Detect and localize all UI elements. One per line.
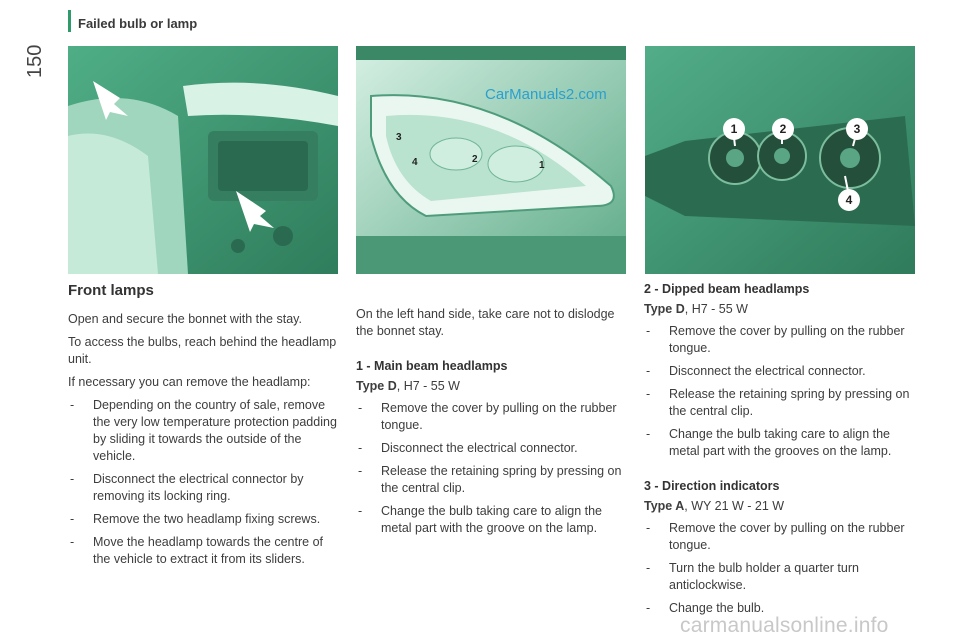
engine-bay-illustration bbox=[68, 46, 338, 274]
callout-circle-4: 4 bbox=[838, 189, 860, 211]
front-lamps-column bbox=[68, 282, 340, 574]
list-item: - Remove the two headlamp fixing screws. bbox=[68, 511, 340, 528]
callout-1: 1 bbox=[539, 160, 545, 171]
callout-circle-2: 2 bbox=[772, 118, 794, 140]
direction-indicators-heading: 3 - Direction indicators bbox=[644, 479, 780, 493]
dipped-beam-type: Type D, H7 - 55 W bbox=[644, 302, 748, 316]
list-item: - Release the retaining spring by pressing on the central clip. bbox=[644, 386, 916, 420]
bonnet-stay-note: On the left hand side, take care not to dislodge the bonnet stay. bbox=[356, 307, 615, 338]
front-lamps-heading: Front lamps bbox=[68, 282, 154, 299]
list-item: - Release the retaining spring by pressing on the central clip. bbox=[356, 463, 628, 497]
list-item: - Disconnect the electrical connector. bbox=[644, 363, 916, 380]
callout-circle-3: 3 bbox=[846, 118, 868, 140]
callout-4: 4 bbox=[412, 157, 418, 168]
section-title: Failed bulb or lamp bbox=[78, 16, 198, 31]
list-item: - Remove the cover by pulling on the rubber tongue. bbox=[356, 400, 628, 434]
footer-watermark: carmanualsonline.info bbox=[680, 614, 889, 637]
intro-paragraph: If necessary you can remove the headlamp: bbox=[68, 375, 311, 389]
intro-paragraph: To access the bulbs, reach behind the headlamp unit. bbox=[68, 335, 337, 366]
list-item: - Remove the cover by pulling on the rubber tongue. bbox=[644, 323, 916, 357]
callout-circle-1: 1 bbox=[723, 118, 745, 140]
headlamp-rear-illustration bbox=[645, 46, 915, 274]
list-item: - Move the headlamp towards the centre of the vehicle to extract it from its sliders. bbox=[68, 534, 340, 568]
dipped-beam-steps bbox=[644, 323, 916, 460]
list-item: - Turn the bulb holder a quarter turn anticlockwise. bbox=[644, 560, 916, 594]
headlamp-removal-steps bbox=[68, 397, 340, 568]
main-beam-heading: 1 - Main beam headlamps bbox=[356, 359, 508, 373]
list-item: - Change the bulb taking care to align the metal part with the groove on the lamp. bbox=[356, 503, 628, 537]
page-number: 150 bbox=[24, 44, 46, 78]
callout-2: 2 bbox=[472, 154, 478, 165]
list-item: - Change the bulb taking care to align the metal part with the grooves on the lamp. bbox=[644, 426, 916, 460]
dipped-and-indicators-column bbox=[644, 281, 916, 623]
callout-3: 3 bbox=[396, 132, 402, 143]
list-item: - Depending on the country of sale, remove the very low temperature protection padding by sliding it towards the outside of the vehicle. bbox=[68, 397, 340, 465]
intro-paragraph: Open and secure the bonnet with the stay. bbox=[68, 312, 302, 326]
main-beam-type: Type D, H7 - 55 W bbox=[356, 379, 460, 393]
dipped-beam-heading: 2 - Dipped beam headlamps bbox=[644, 282, 810, 296]
list-item: - Change the bulb. bbox=[644, 600, 916, 617]
main-beam-column bbox=[356, 306, 628, 543]
photo2-watermark: CarManuals2.com bbox=[485, 86, 607, 103]
headlamp-front-illustration bbox=[356, 46, 626, 274]
direction-indicators-steps bbox=[644, 520, 916, 617]
list-item: - Disconnect the electrical connector. bbox=[356, 440, 628, 457]
direction-indicators-type: Type A, WY 21 W - 21 W bbox=[644, 499, 785, 513]
section-accent-bar bbox=[68, 10, 71, 32]
list-item: - Disconnect the electrical connector by removing its locking ring. bbox=[68, 471, 340, 505]
main-beam-steps bbox=[356, 400, 628, 537]
list-item: - Remove the cover by pulling on the rubber tongue. bbox=[644, 520, 916, 554]
